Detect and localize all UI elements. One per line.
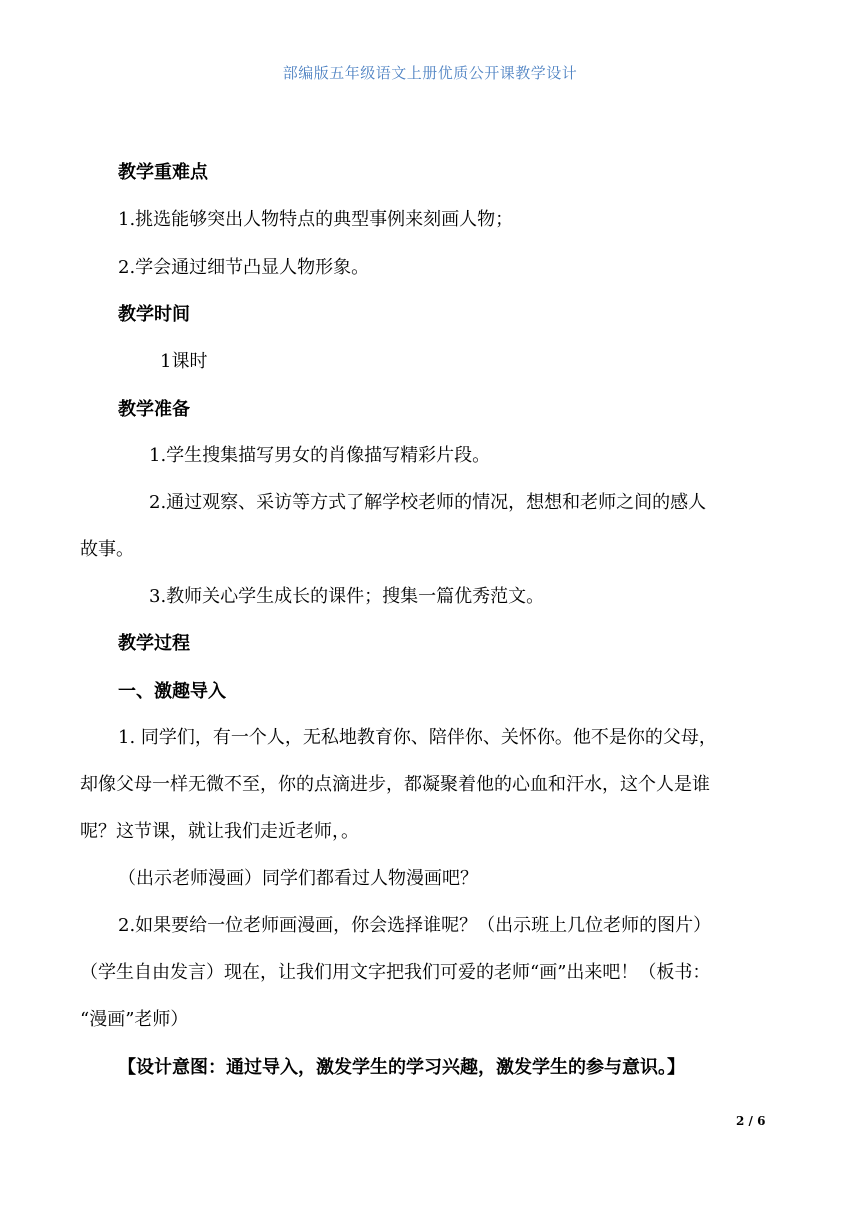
prep-item-3: 3.教师关心学生成长的课件；搜集一篇优秀范文。	[149, 586, 545, 607]
heading-process: 教学过程	[118, 633, 190, 654]
para3-line1: 2.如果要给一位老师画漫画，你会选择谁呢？（出示班上几位老师的图片）	[118, 915, 712, 936]
heading-difficulty: 教学重难点	[118, 162, 208, 183]
para1-line1: 1. 同学们，有一个人，无私地教育你、陪伴你、关怀你。他不是你的父母，	[118, 727, 717, 748]
heading-time: 教学时间	[118, 304, 190, 325]
prep-item-2: 2.通过观察、采访等方式了解学校老师的情况，想想和老师之间的感人	[149, 492, 707, 513]
heading-step1: 一、激趣导入	[118, 681, 226, 702]
prep-item-2-cont: 故事。	[80, 539, 134, 560]
para3-line2: （学生自由发言）现在，让我们用文字把我们可爱的老师“画”出来吧！（板书：	[80, 962, 711, 983]
para2: （出示老师漫画）同学们都看过人物漫画吧？	[118, 868, 478, 889]
design-intent: 【设计意图：通过导入，激发学生的学习兴趣，激发学生的参与意识。】	[118, 1057, 685, 1078]
time-value: 1课时	[160, 351, 208, 372]
document-header: 部编版五年级语文上册优质公开课教学设计	[282, 64, 578, 82]
difficulty-item-1: 1.挑选能够突出人物特点的典型事例来刻画人物；	[118, 209, 514, 230]
difficulty-item-2: 2.学会通过细节凸显人物形象。	[118, 257, 370, 278]
para1-line2: 却像父母一样无微不至，你的点滴进步，都凝聚着他的心血和汗水，这个人是谁	[80, 774, 710, 795]
prep-item-1: 1.学生搜集描写男女的肖像描写精彩片段。	[149, 445, 491, 466]
page-number: 2 / 6	[736, 1114, 766, 1128]
heading-prep: 教学准备	[118, 399, 190, 420]
para1-line3: 呢？这节课，就让我们走近老师，。	[80, 821, 359, 842]
para3-line3: “漫画”老师）	[80, 1009, 189, 1030]
